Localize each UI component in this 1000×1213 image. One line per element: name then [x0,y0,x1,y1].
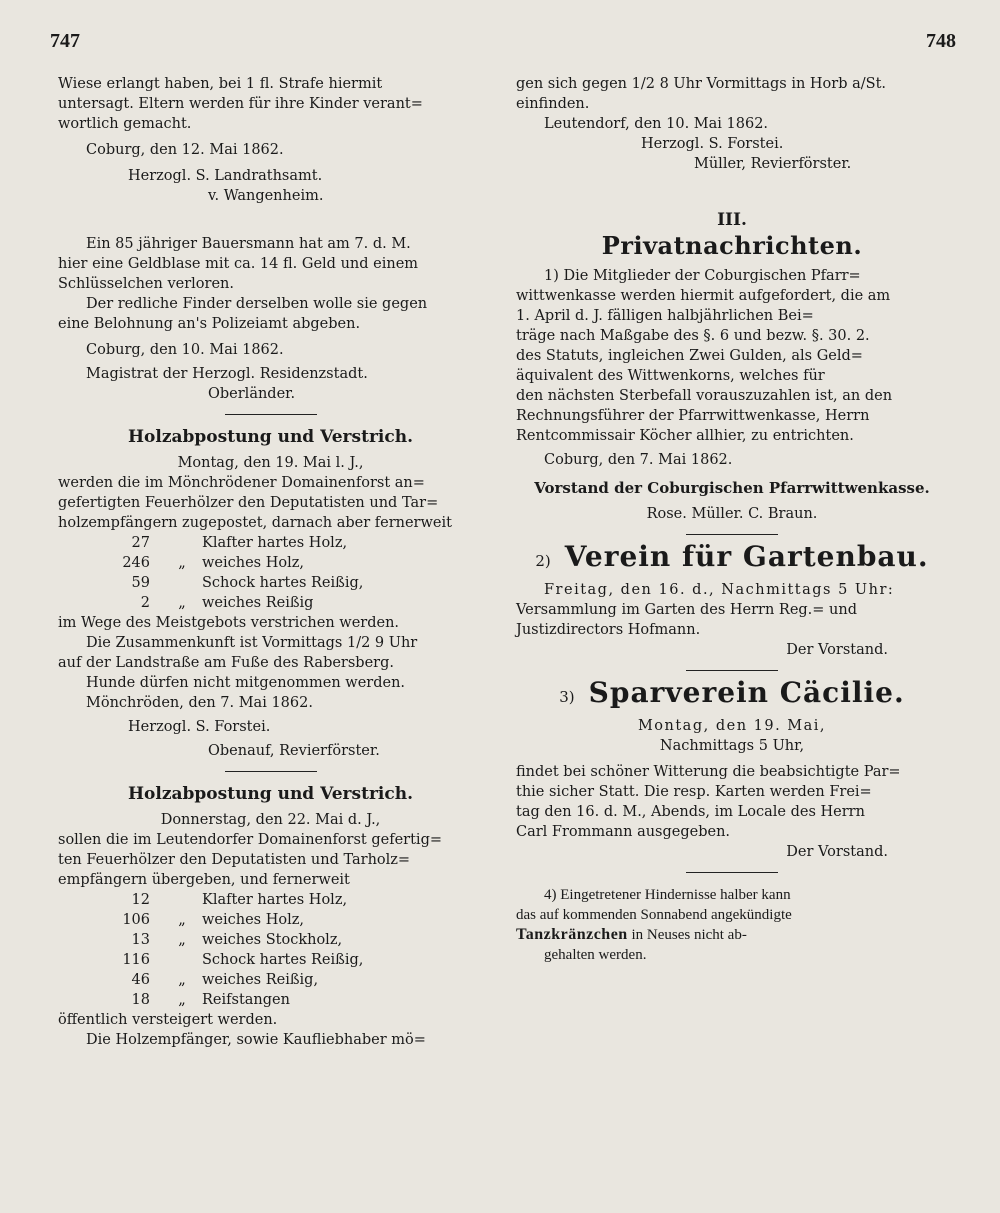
left-column [58,74,483,1050]
signature-office: Herzogl. S. Forstei. [641,136,784,152]
divider [686,872,778,873]
text-line: wittwenkasse werden hiermit aufgefordert, die am [516,288,891,304]
list-item: 2 „ weiches Reißig [140,595,314,611]
signature-office: Herzogl. S. Forstei. [128,719,271,735]
text-line: ten Feuerhölzer den Deputatisten und Tarholz= [58,852,411,868]
notice-date: Coburg, den 10. Mai 1862. [86,342,284,358]
notice-number: 2) [535,552,551,570]
divider [225,771,317,772]
signature-name: Müller, Revierförster. [694,156,852,172]
text-line: Freitag, den 16. d., Nachmittags 5 Uhr: [544,582,895,598]
notice-lost-purse [58,234,483,334]
text-line: einfinden. [516,96,590,112]
text-line: Versammlung im Garten des Herrn Reg.= und [516,602,858,618]
text-line: hier eine Geldblase mit ca. 14 fl. Geld und einem [58,256,419,272]
event-date: Montag, den 19. Mai, [637,718,827,734]
text-line: im Wege des Meistgebots verstrichen werden. [58,615,400,631]
signature-board: Der Vorstand. [786,844,888,860]
board-members: Rose. Müller. C. Braun. [646,506,818,522]
notice-title: Sparverein Cäcilie. [588,676,905,709]
event-name: Tanzkränzchen [516,926,628,943]
event-date: Donnerstag, den 22. Mai d. J., [160,812,381,828]
notice-pension-fund [516,266,948,446]
divider [686,670,778,671]
notice-garden [516,580,948,640]
text-line: Die Holzempfänger, sowie Kaufliebhaber mö= [86,1032,426,1048]
section-heading: Holzabpostung und Verstrich. [128,784,413,804]
notice-date: Coburg, den 12. Mai 1862. [86,142,284,158]
list-item: 12 Klafter hartes Holz, [131,892,348,908]
text-line: eine Belohnung an's Polizeiamt abgeben. [58,316,361,332]
page-number-left: 747 [50,30,80,52]
text-line: werden die im Mönchrödener Domainenforst an= [58,475,425,491]
notice-dance [516,885,948,965]
text-line: Tanzkränzchen in Neuses nicht ab- [516,926,747,943]
text-line: findet bei schöner Witterung die beabsichtigte Par= [516,764,901,780]
section-heading: Holzabpostung und Verstrich. [128,427,413,447]
divider [225,414,317,415]
notice-meadow [58,74,483,134]
notice-heading [516,540,948,573]
text-line: 4) Eingetretener Hindernisse halber kann [544,887,791,903]
text-line: gehalten werden. [544,947,647,963]
signature-office: Herzogl. S. Landrathsamt. [128,168,323,184]
text-line: Carl Frommann ausgegeben. [516,824,731,840]
list-item: 116 Schock hartes Reißig, [122,952,364,968]
notice-number: 3) [559,688,575,706]
text-line: das auf kommenden Sonnabend angekündigte [516,907,792,923]
text-line: wortlich gemacht. [58,116,192,132]
text-line: Der redliche Finder derselben wolle sie gegen [86,296,428,312]
text-line: öffentlich versteigert werden. [58,1012,278,1028]
board-name: Vorstand der Coburgischen Pfarrwittwenkasse. [534,479,930,497]
list-item: 18 „ Reifstangen [131,992,290,1008]
text-line: empfängern übergeben, und fernerweit [58,872,350,888]
signature-board: Der Vorstand. [786,642,888,658]
page-number-right: 748 [926,30,956,52]
text-line: 1) Die Mitglieder der Coburgischen Pfarr= [544,268,861,284]
text-line: tag den 16. d. M., Abends, im Locale des Herrn [516,804,865,820]
text-line: gefertigten Feuerhölzer den Deputatisten und Tar= [58,495,439,511]
wood-list [58,533,483,613]
notice-date: Leutendorf, den 10. Mai 1862. [544,116,769,132]
event-time: Nachmittags 5 Uhr, [659,738,805,754]
list-item: 13 „ weiches Stockholz, [131,932,343,948]
text-line: Wiese erlangt haben, bei 1 fl. Strafe hiermit [58,76,383,92]
section-title: Privatnachrichten. [601,231,863,260]
notice-date: Coburg, den 7. Mai 1862. [544,452,733,468]
notice-title: Verein für Gartenbau. [564,540,929,573]
text-line: äquivalent des Wittwenkorns, welches für [516,368,825,384]
text-line: Die Zusammenkunft ist Vormittags 1/2 9 Uhr [86,635,418,651]
text-line: untersagt. Eltern werden für ihre Kinder verant= [58,96,423,112]
text-line: 1. April d. J. fälligen halbjährlichen Bei= [516,308,814,324]
right-column [516,74,948,965]
text-line: des Statuts, ingleichen Zwei Gulden, als Geld= [516,348,863,364]
notice-body [58,830,483,890]
text-line: den nächsten Sterbefall vorauszuzahlen ist, an den [516,388,893,404]
signature-name: Oberländer. [208,386,296,402]
divider [686,534,778,535]
list-item: 246 „ weiches Holz, [122,555,304,571]
text-line: Rechnungsführer der Pfarrwittwenkasse, Herrn [516,408,870,424]
signature-name: v. Wangenheim. [208,188,324,204]
signature-office: Magistrat der Herzogl. Residenzstadt. [86,366,368,382]
text-line: träge nach Maßgabe des §. 6 und bezw. §. 30. 2. [516,328,870,344]
list-item: 59 Schock hartes Reißig, [131,575,364,591]
text-line: auf der Landstraße am Fuße des Rabersberg. [58,655,394,671]
text-line: Schlüsselchen verloren. [58,276,234,292]
list-item: 46 „ weiches Reißig, [131,972,319,988]
notice-heading [516,676,948,709]
text-line: Hunde dürfen nicht mitgenommen werden. [86,675,406,691]
text-line: thie sicher Statt. Die resp. Karten werden Frei= [516,784,872,800]
text-line: gen sich gegen 1/2 8 Uhr Vormittags in Horb a/St. [516,76,887,92]
notice-savings-club [516,762,948,842]
list-item: 106 „ weiches Holz, [122,912,304,928]
text-line: sollen die im Leutendorfer Domainenforst gefertig= [58,832,442,848]
text-line: Rentcommissair Köcher allhier, zu entrichten. [516,428,854,444]
notice-date: Mönchröden, den 7. Mai 1862. [86,695,313,711]
text-line: Ein 85 jähriger Bauersmann hat am 7. d. M. [86,236,411,252]
wood-list [58,890,483,1010]
signature-name: Obenauf, Revierförster. [208,743,380,759]
notice-continuation [516,74,948,114]
event-date: Montag, den 19. Mai l. J., [177,455,364,471]
notice-body [58,473,483,533]
text-line: holzempfängern zugepostet, darnach aber fernerweit [58,515,452,531]
text-line: Justizdirectors Hofmann. [516,622,701,638]
section-number: III. [717,210,747,230]
list-item: 27 Klafter hartes Holz, [131,535,348,551]
